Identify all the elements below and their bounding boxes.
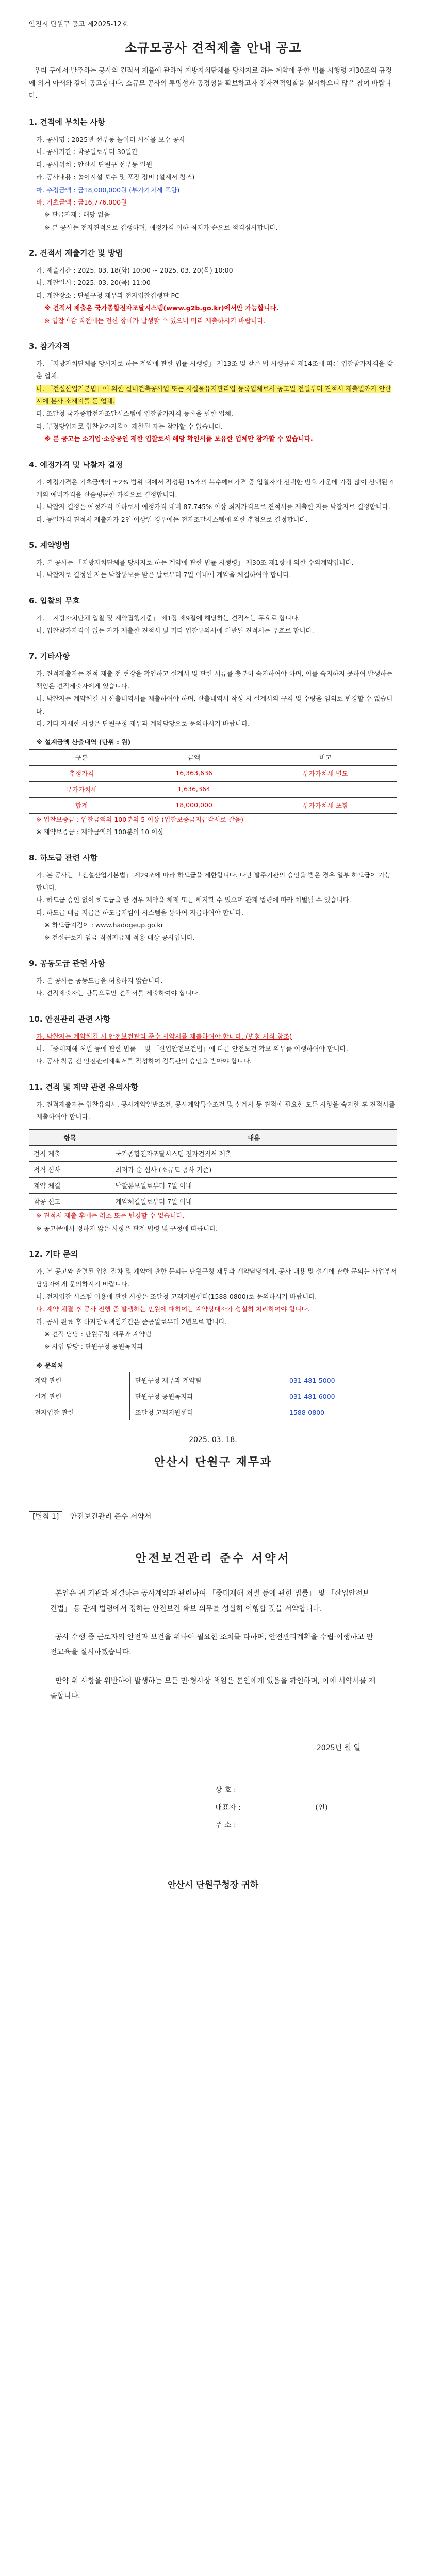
list-item: 다. 개찰장소 : 단원구청 재무과 전자입찰집행관 PC — [36, 291, 179, 299]
note-item: ※ 견적 담당 : 단원구청 재무과 계약팀 — [44, 1330, 152, 1338]
table-row — [29, 1372, 397, 1388]
pledge-paragraph: 만약 위 사항을 위반하여 발생하는 모든 민·형사상 책임은 본인에게 있음을 확인하며, 이에 서약서를 제출합니다. — [50, 1676, 376, 1701]
table-caption: ※ 문의처 — [36, 1361, 63, 1369]
table-cell: 국가종합전자조달시스템 전자견적서 제출 — [111, 1146, 397, 1162]
pledge-paragraph: 공사 수행 중 근로자의 안전과 보건을 위하여 필요한 조치를 다하며, 안전관리계획을 수립·이행하고 안전교육을 실시하겠습니다. — [50, 1633, 373, 1657]
table-cell: 16,363,636 — [134, 765, 254, 781]
table-cell: 계약 체결 — [29, 1178, 111, 1194]
list-item: 가. 공사명 : 2025년 선부동 놀이터 시설물 보수 공사 — [36, 135, 186, 144]
paragraph: 다. 기타 자세한 사항은 단원구청 재무과 계약담당으로 문의하시기 바랍니다. — [36, 720, 250, 728]
section-heading: 4. 예정가격 및 낙찰자 결정 — [29, 460, 123, 469]
attachment-tag: [별첨 1] — [29, 1511, 62, 1522]
pledge-paragraph: 본인은 귀 기관과 체결하는 공사계약과 관련하여 「중대재해 처벌 등에 관한 법률」 및 「산업안전보건법」 등 관계 법령에서 정하는 안전보건 확보 의무를 성실히 이행할 것을 서약합니다. — [50, 1589, 370, 1613]
paragraph: 가. 본 공고와 관련된 입찰 절차 및 계약에 관한 문의는 단원구청 재무과 계약담당에게, 공사 내용 및 설계에 관한 문의는 사업부서 담당자에게 문의하시기 바랍니다. — [36, 1267, 397, 1288]
paragraph: 나. 입찰참가자격이 없는 자가 제출한 견적서 및 기타 입찰유의서에 위반된 견적서는 무효로 합니다. — [36, 626, 314, 635]
paragraph: 다. 공사 착공 전 안전관리계획서를 작성하여 감독관의 승인을 받아야 합니다. — [36, 1057, 252, 1065]
summary-table — [29, 1129, 397, 1210]
pledge-date: 2025년 월 일 — [316, 1743, 361, 1752]
table-cell: 단원구청 공원녹지과 — [129, 1388, 284, 1404]
table-cell: 계약 관련 — [29, 1372, 130, 1388]
list-item: 나. 공사기간 : 착공일로부터 30일간 — [36, 148, 138, 156]
pledge-field-address: 주 소 : — [215, 1821, 236, 1829]
pledge-addressee: 안산시 단원구청장 귀하 — [167, 1879, 259, 1890]
list-item: 나. 개찰일시 : 2025. 03. 20(목) 11:00 — [36, 279, 151, 287]
note-item: ※ 건설근로자 임금 직접지급제 적용 대상 공사입니다. — [44, 934, 195, 942]
contact-table — [29, 1372, 397, 1420]
section-heading: 1. 견적에 부치는 사항 — [29, 117, 105, 127]
paragraph: 가. 「지방자치단체 입찰 및 계약집행기준」 제1장 제9절에 해당하는 견적서는 무효로 합니다. — [36, 614, 300, 622]
table-cell: 031-481-6000 — [284, 1388, 397, 1404]
table-header-cell: 금액 — [134, 749, 254, 765]
table-cell: 적격 심사 — [29, 1162, 111, 1178]
table-row — [29, 765, 397, 781]
table-cell: 부가가치세 별도 — [254, 765, 397, 781]
list-item: 가. 제출기간 : 2025. 03. 18(화) 10:00 ~ 2025. 03. 20(목) 10:00 — [36, 266, 233, 275]
table-row — [29, 1146, 397, 1162]
table-header-cell: 항목 — [29, 1130, 111, 1146]
table-header-cell: 내용 — [111, 1130, 397, 1146]
note-item: ※ 사업 담당 : 단원구청 공원녹지과 — [44, 1343, 143, 1351]
table-cell: 부가가치세 — [29, 781, 134, 797]
pledge-field-company: 상 호 : — [215, 1786, 236, 1794]
table-header-cell: 구분 — [29, 749, 134, 765]
note-item: ※ 계약보증금 : 계약금액의 100분의 10 이상 — [36, 828, 164, 836]
note-item: ※ 입찰보증금 : 입찰금액의 100분의 5 이상 (입찰보증금지급각서로 갈음) — [36, 815, 243, 823]
table-cell: 추정가격 — [29, 765, 134, 781]
table-row — [29, 1404, 397, 1420]
table-cell: 조달청 고객지원센터 — [129, 1404, 284, 1420]
page-title: 소규모공사 견적제출 안내 공고 — [124, 41, 302, 55]
paragraph: 나. 전자입찰 시스템 이용에 관한 사항은 조달청 고객지원센터(1588-0800)로 문의하시기 바랍니다. — [36, 1292, 317, 1300]
highlighted-text: 나. 「건설산업기본법」에 의한 실내건축공사업 또는 시설물유지관리업 등록업체로서 공고일 전일부터 견적서 제출일까지 안산시에 본사 소재지를 둔 업체. — [36, 384, 391, 405]
paragraph: 가. 견적제출자는 견적 제출 전 현장을 확인하고 설계서 및 관련 서류를 충분히 숙지하여야 하며, 이를 숙지하지 못하여 발생하는 책임은 견적제출자에게 있습니다. — [36, 669, 393, 690]
list-item: 마. 추정금액 : 금18,000,000원 (부가가치세 포함) — [36, 185, 180, 194]
paragraph: 나. 하도급 승인 없이 하도급을 한 경우 계약을 해제 또는 해지할 수 있으며 관계 법령에 따라 처벌될 수 있습니다. — [36, 896, 351, 904]
list-item: 바. 기초금액 : 금16,776,000원 — [36, 198, 127, 206]
table-row — [29, 1388, 397, 1404]
table-cell: 최저가 순 심사 (소규모 공사 기준) — [111, 1162, 397, 1178]
paragraph: 나. 견적제출자는 단독으로만 견적서를 제출하여야 합니다. — [36, 989, 200, 997]
table-cell: 전자입찰 관련 — [29, 1404, 130, 1420]
table-row — [29, 781, 397, 797]
table-cell: 1,636,364 — [134, 781, 254, 797]
attachment-title: 안전보건관리 준수 서약서 — [70, 1513, 152, 1521]
list-item: 다. 공사위치 : 안산시 단원구 선부동 일원 — [36, 160, 153, 168]
list-item: 라. 공사내용 : 놀이시설 보수 및 포장 정비 (설계서 참조) — [36, 173, 195, 181]
section-heading: 12. 기타 문의 — [29, 1249, 78, 1259]
table-cell: 합계 — [29, 797, 134, 813]
table-header-cell: 비고 — [254, 749, 397, 765]
paragraph: 가. 본 공사는 「건설산업기본법」 제29조에 따라 하도급을 제한합니다. 다만 발주기관의 승인을 받은 경우 일부 하도급이 가능합니다. — [36, 871, 391, 891]
issuer-name: 안산시 단원구 재무과 — [154, 1456, 272, 1469]
paragraph: 가. 예정가격은 기초금액의 ±2% 범위 내에서 작성된 15개의 복수예비가격 중 입찰자가 선택한 번호 가운데 가장 많이 선택된 4개의 예비가격을 산술평균한 가격으로 결정합니다. — [36, 478, 394, 498]
table-cell: 1588-0800 — [284, 1404, 397, 1420]
note-item: ※ 본 공고는 소기업·소상공인 제한 입찰로서 해당 확인서를 보유한 업체만 참가할 수 있습니다. — [44, 435, 313, 443]
table-header-row — [29, 1130, 397, 1146]
paragraph: 다. 동일가격 견적서 제출자가 2인 이상일 경우에는 전자조달시스템에 의한 추첨으로 결정합니다. — [36, 515, 308, 523]
issue-date: 2025. 03. 18. — [189, 1436, 237, 1445]
lead-paragraph: 우리 구에서 발주하는 공사의 견적서 제출에 관하여 지방자치단체를 당사자로 하는 계약에 관한 법률 시행령 제30조의 규정에 의거 아래와 같이 공고합니다. 소규모 공사의 투명성과 공정성을 확보하고자 전자견적입찰을 실시하오니 많은 참여 바랍니다. — [29, 67, 392, 100]
note-item: ※ 견적서 제출 후에는 취소 또는 변경할 수 없습니다. — [36, 1212, 185, 1220]
paragraph: 라. 공사 완료 후 하자담보책임기간은 준공일로부터 2년으로 합니다. — [36, 1317, 227, 1326]
paragraph — [29, 1030, 397, 1043]
section-heading: 9. 공동도급 관련 사항 — [29, 958, 105, 968]
seal-mark: (인) — [315, 1803, 328, 1812]
note-item: ※ 공고문에서 정하지 않은 사항은 관계 법령 및 규정에 따릅니다. — [36, 1224, 218, 1232]
table-cell: 18,000,000 — [134, 797, 254, 813]
note-item: ※ 하도급지킴이 : www.hadogeup.go.kr — [44, 921, 163, 929]
table-cell: 견적 제출 — [29, 1146, 111, 1162]
section-heading: 6. 입찰의 무효 — [29, 596, 80, 605]
note-item: ※ 관급자재 : 해당 없음 — [44, 211, 110, 219]
pledge-title: 안전보건관리 준수 서약서 — [135, 1552, 291, 1566]
emphasized-text: 다. 계약 체결 후 공사 진행 중 발생하는 민원에 대하여는 계약상대자가 성실히 처리하여야 합니다. — [36, 1305, 310, 1313]
paragraph: 라. 부정당업자로 입찰참가자격이 제한된 자는 참가할 수 없습니다. — [36, 422, 223, 430]
section-heading: 3. 참가자격 — [29, 341, 70, 351]
table-row — [29, 797, 397, 813]
table-row — [29, 1194, 397, 1210]
section-heading: 10. 안전관리 관련 사항 — [29, 1014, 111, 1024]
paragraph: 가. 본 공사는 「지방자치단체를 당사자로 하는 계약에 관한 법률 시행령」 제30조 제1항에 의한 수의계약입니다. — [36, 558, 354, 567]
table-caption: ※ 설계금액 산출내역 (단위 : 원) — [36, 738, 131, 747]
section-heading: 5. 계약방법 — [29, 540, 70, 550]
pledge-field-label: 대표자 : — [215, 1803, 241, 1812]
pledge-form — [29, 1531, 397, 2087]
table-cell: 착공 신고 — [29, 1194, 111, 1210]
section-heading: 2. 견적서 제출기간 및 방법 — [29, 248, 123, 258]
table-cell — [254, 781, 397, 797]
paragraph: 다. 하도급 대금 지급은 하도급지킴이 시스템을 통하여 지급하여야 합니다. — [36, 908, 243, 917]
table-cell: 부가가치세 포함 — [254, 797, 397, 813]
table-cell: 설계 관련 — [29, 1388, 130, 1404]
pledge-field-representative — [215, 1802, 376, 1812]
emphasized-text: 가. 낙찰자는 계약체결 시 안전보건관리 준수 서약서를 제출하여야 합니다. (별첨 서식 참조) — [36, 1032, 292, 1040]
paragraph: 나. 「중대재해 처벌 등에 관한 법률」 및 「산업안전보건법」에 따른 안전보건 확보 의무를 이행하여야 합니다. — [36, 1044, 348, 1053]
price-table — [29, 749, 397, 814]
paragraph — [29, 1303, 397, 1315]
table-cell: 계약체결일로부터 7일 이내 — [111, 1194, 397, 1210]
section-heading: 11. 견적 및 계약 관련 유의사항 — [29, 1082, 139, 1092]
paragraph: 가. 본 공사는 공동도급을 허용하지 않습니다. — [36, 976, 163, 985]
section-heading: 7. 기타사항 — [29, 651, 70, 661]
table-cell: 031-481-5000 — [284, 1372, 397, 1388]
paragraph: 나. 낙찰자는 계약체결 시 산출내역서를 제출하여야 하며, 산출내역서 작성 시 설계서의 규격 및 수량을 임의로 변경할 수 없습니다. — [36, 694, 393, 715]
table-header-row — [29, 749, 397, 765]
paragraph: 다. 조달청 국가종합전자조달시스템에 입찰참가자격 등록을 필한 업체. — [36, 410, 233, 418]
section-heading: 8. 하도급 관련 사항 — [29, 853, 98, 862]
table-row — [29, 1178, 397, 1194]
note-item: ※ 본 공사는 전자견적으로 집행하며, 예정가격 이하 최저가 순으로 적격심사합니다. — [44, 223, 278, 231]
paragraph: 가. 「지방자치단체를 당사자로 하는 계약에 관한 법률 시행령」 제13조 및 같은 법 시행규칙 제14조에 따른 입찰참가자격을 갖춘 업체. — [36, 359, 393, 380]
table-cell: 낙찰통보일로부터 7일 이내 — [111, 1178, 397, 1194]
table-row — [29, 1162, 397, 1178]
attachment-header — [29, 1511, 397, 1521]
table-cell: 단원구청 재무과 계약팀 — [129, 1372, 284, 1388]
notice-number: 안전시 단원구 공고 제2025-12호 — [29, 21, 128, 28]
paragraph: 가. 견적제출자는 입찰유의서, 공사계약일반조건, 공사계약특수조건 및 설계서 등 견적에 필요한 모든 사항을 숙지한 후 견적서를 제출하여야 합니다. — [36, 1100, 395, 1121]
note-item: ※ 견적서 제출은 국가종합전자조달시스템(www.g2b.go.kr)에서만 가능합니다. — [44, 304, 279, 312]
note-item: ※ 입찰마감 직전에는 전산 장애가 발생할 수 있으니 미리 제출하시기 바랍니다. — [44, 316, 266, 325]
paragraph: 나. 낙찰자 결정은 예정가격 이하로서 예정가격 대비 87.745% 이상 최저가격으로 견적서를 제출한 자를 낙찰자로 결정합니다. — [36, 503, 390, 511]
paragraph: 나. 낙찰자로 결정된 자는 낙찰통보를 받은 날로부터 7일 이내에 계약을 체결하여야 합니다. — [36, 571, 291, 579]
paragraph — [29, 383, 397, 408]
